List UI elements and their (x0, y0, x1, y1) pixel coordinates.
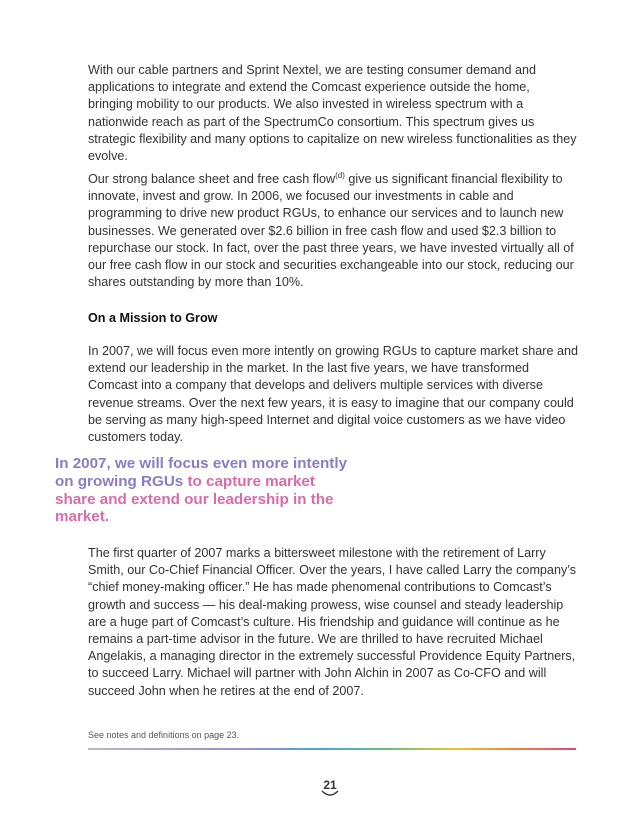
page-number-text: 21 (323, 778, 337, 792)
smile-underline-icon (321, 790, 339, 798)
body-paragraph-cash-flow (88, 171, 578, 291)
section-heading: On a Mission to Grow (88, 311, 218, 325)
page-number (318, 778, 342, 792)
pull-quote-part-b: to capture market share and extend our leadership in the market. (55, 472, 334, 526)
cash-flow-text-start: Our strong balance sheet and free cash flow (88, 172, 336, 186)
cash-flow-text-end: give us significant financial flexibility to innovate, invest and grow. In 2006, we focused our investments in cable and programming to drive new product RGUs, to enhance our services and to launch new businesses. We generated over $2.6 billion in free cash flow and used $2.3 billion to repurchase our stock. In fact, over the past three years, we have invested virtually all of our free cash flow in our stock and securities exchangeable into our stock, reducing our shares outstanding by more than 10%. (88, 172, 574, 290)
body-paragraph-growth: In 2007, we will focus even more intently on growing RGUs to capture market share and extend our leadership in the market. In the last five years, we have transformed Comcast into a company that develops and delivers multiple services with diverse revenue streams. Over the next few years, it is easy to imagine that our company could be serving as many high-speed Internet and digital voice customers as we have video customers today. (88, 344, 579, 445)
rainbow-divider (88, 748, 576, 750)
pull-quote (55, 455, 355, 526)
body-paragraph-cfo: The first quarter of 2007 marks a bittersweet milestone with the retirement of Larry Smith, our Co-Chief Financial Officer. Over the years, I have called Larry the company’s “chief money-making officer.” He has made phenomenal contributions to Comcast’s growth and success — his deal-making prowess, wise counsel and steady leadership are a huge part of Comcast’s culture. His friendship and guidance will continue as he remains a part-time advisor in the future. We are thrilled to have recruited Michael Angelakis, a managing director in the extremely successful Providence Equity Partners, to succeed Larry. Michael will partner with John Alchin in 2007 as Co-CFO and will succeed John when he retires at the end of 2007. (88, 546, 577, 698)
footnote-reference: See notes and definitions on page 23. (88, 730, 240, 740)
pull-quote-part-a: In 2007, we will focus even more intently on growing RGUs (55, 455, 348, 490)
body-paragraph-wireless: With our cable partners and Sprint Nextel, we are testing consumer demand and applications to integrate and extend the Comcast experience outside the home, bringing mobility to our products. We also invested in wireless spectrum with a nationwide reach as part of the SpectrumCo consortium. This spectrum gives us strategic flexibility and many options to capitalize on new wireless functionalities as they evolve. (88, 63, 577, 164)
footnote-marker: (d) (335, 170, 345, 180)
